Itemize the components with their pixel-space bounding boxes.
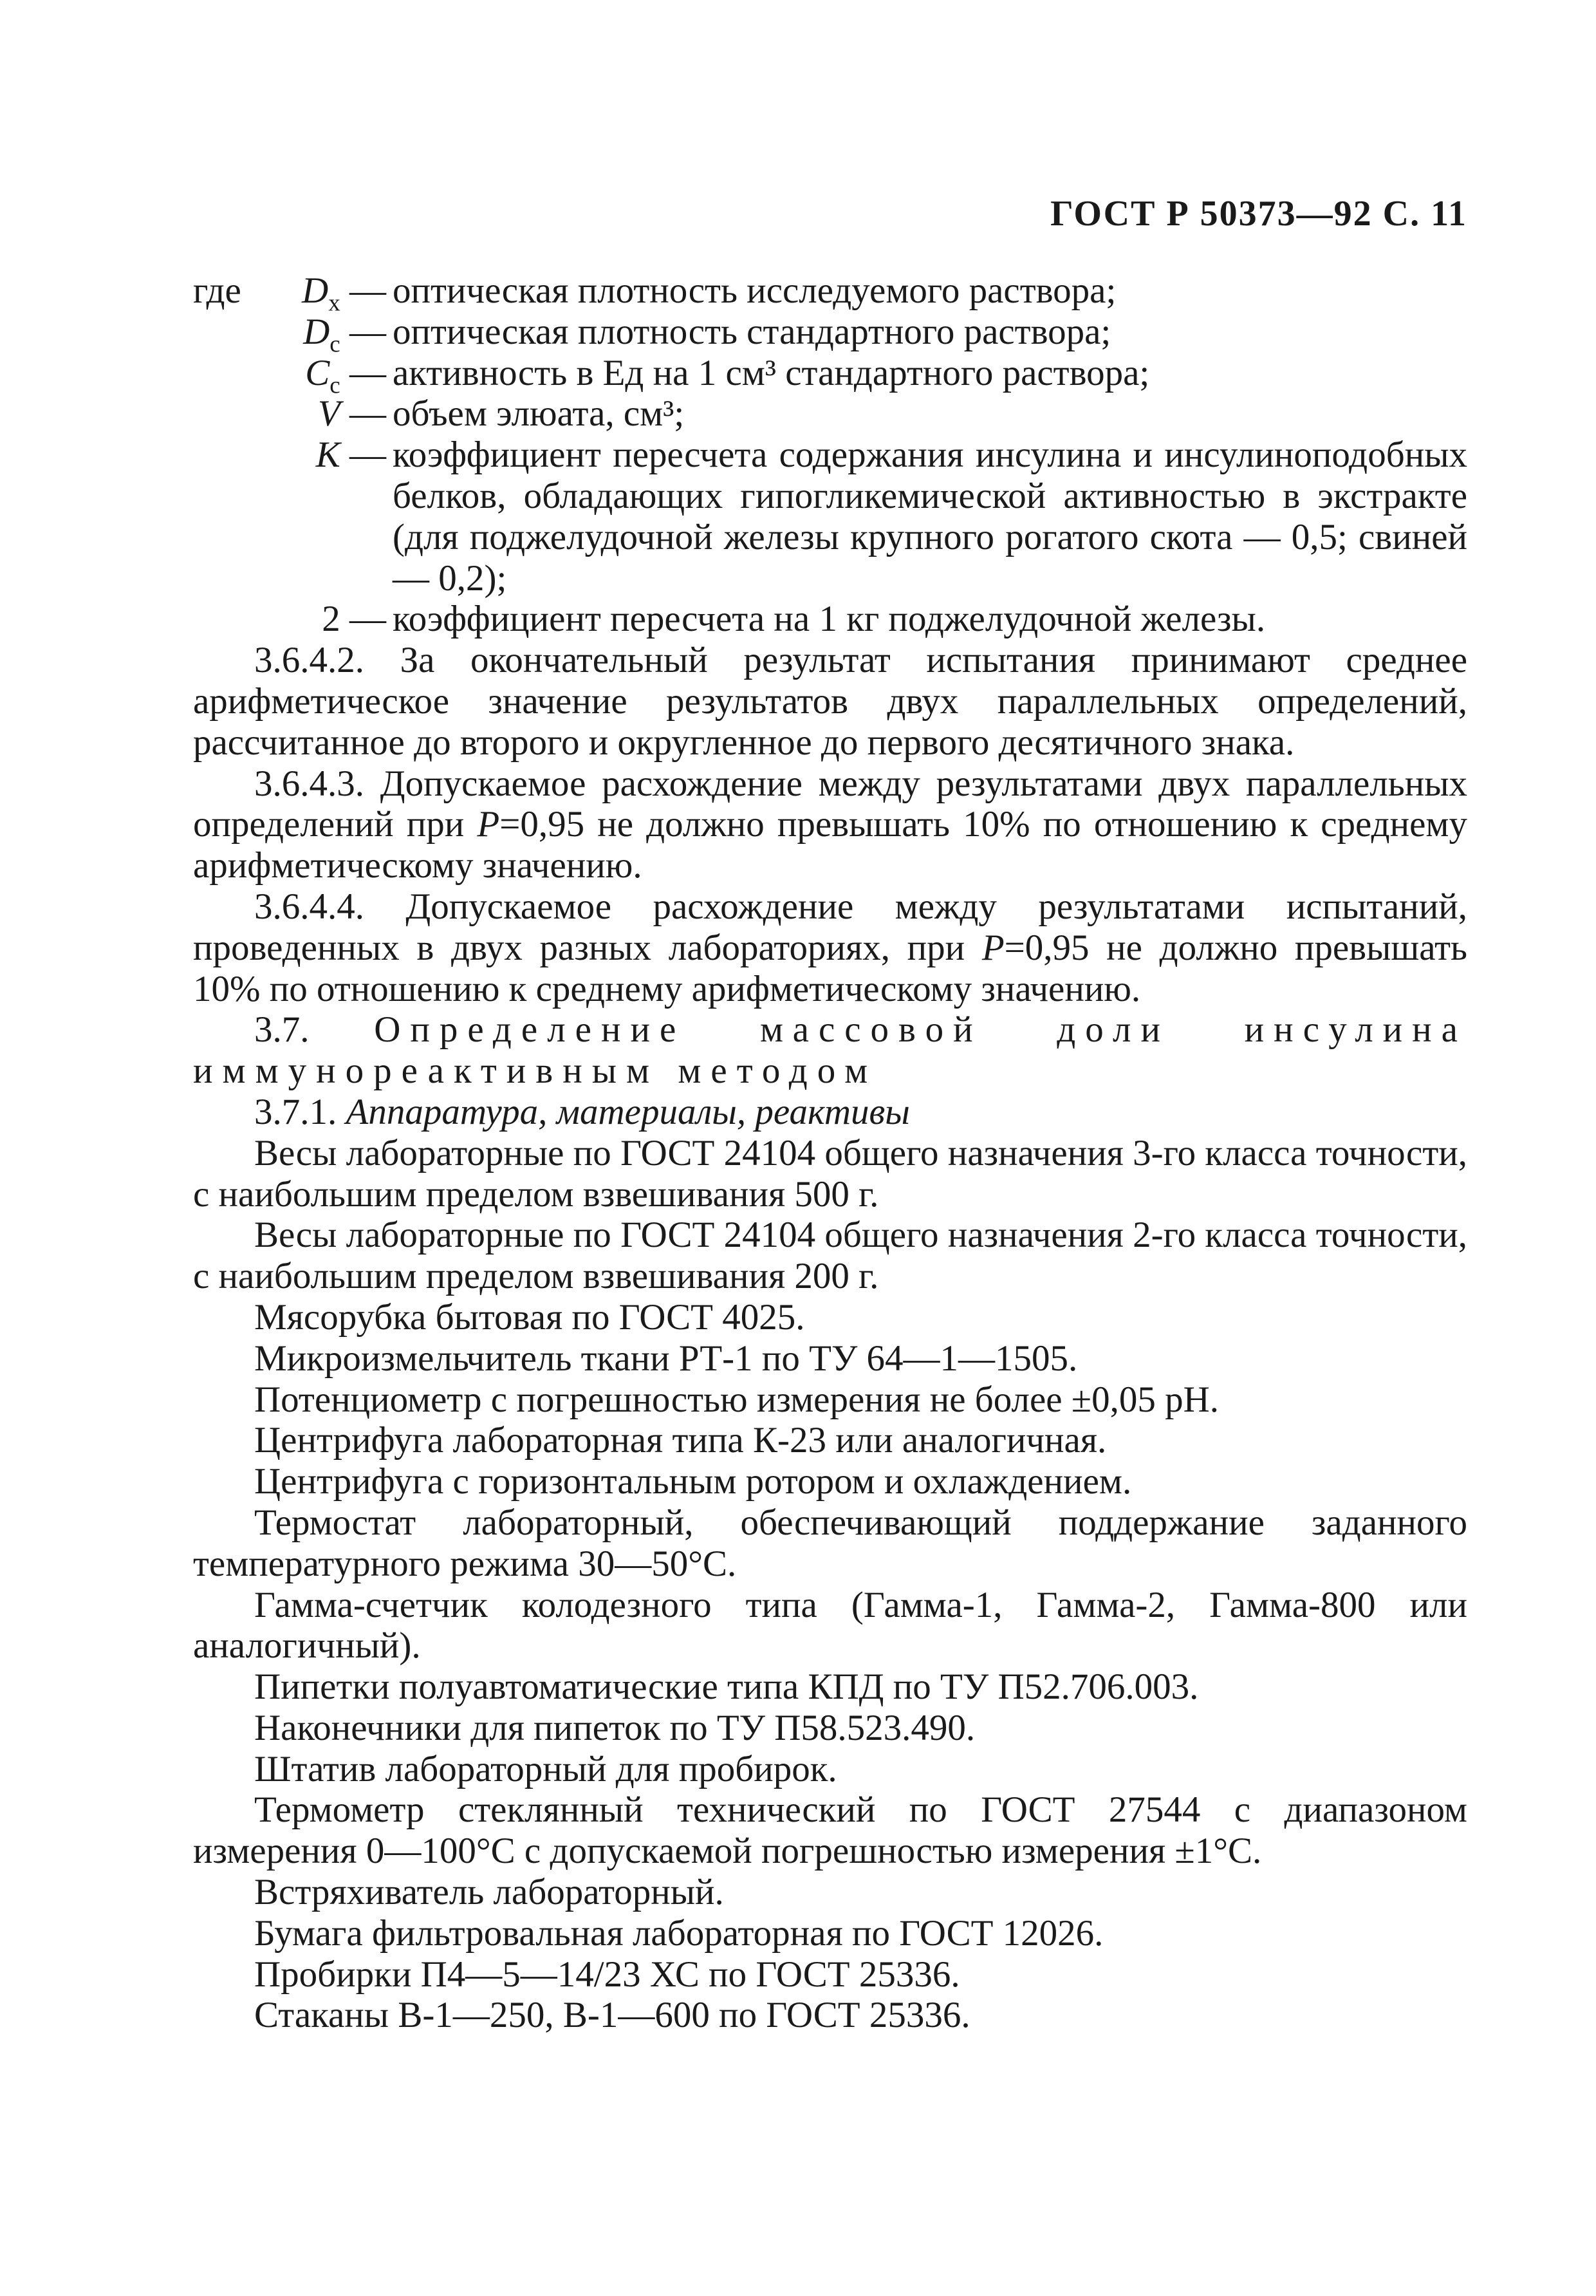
variable-symbol: V xyxy=(317,393,340,434)
definition-row xyxy=(193,599,1467,640)
equipment-item: Потенциометр с погрешностью измерения не более ±0,05 pH. xyxy=(254,1379,1220,1420)
definition-text: активность в Ед на 1 см³ стандартного раствора; xyxy=(393,352,1150,393)
equipment-item: Мясорубка бытовая по ГОСТ 4025. xyxy=(254,1296,805,1338)
paragraph-3-6-4-4: 3.6.4.4. Допускаемое расхождение между результатами испытаний, проведенных в двух разных лабораториях, при P=0,95 не должно превышать 10% по отношению к среднему арифметическому значению. xyxy=(193,886,1467,1009)
paragraph-3-6-4-2: 3.6.4.2. За окончательный результат испытания принимают среднее арифметическое значение результатов двух параллельных определений, рассчитанное до второго и округленное до первого десятичного знака. xyxy=(193,640,1467,763)
definition-text: оптическая плотность стандартного раствора; xyxy=(393,311,1111,352)
section-heading xyxy=(193,1009,1467,1092)
subsection-number: 3.7.1. xyxy=(254,1091,337,1132)
equipment-item: Штатив лабораторный для пробирок. xyxy=(254,1748,837,1789)
definition-row xyxy=(193,311,1467,358)
subsection-heading xyxy=(193,1092,1467,1133)
equipment-item: Пробирки П4—5—14/23 ХС по ГОСТ 25336. xyxy=(254,1954,960,1995)
variable-definitions xyxy=(193,270,1467,640)
definition-dash: — xyxy=(340,393,386,434)
variable-symbol: D xyxy=(303,311,330,352)
definition-text: оптическая плотность исследуемого раствора; xyxy=(393,270,1117,311)
paragraph-3-6-4-3: 3.6.4.3. Допускаемое расхождение между результатами двух параллельных определений при P=0,95 не должно превышать 10% по отношению к среднему арифметическому значению. xyxy=(193,763,1467,886)
equipment-item: Центрифуга лабораторная типа К-23 или аналогичная. xyxy=(254,1420,1107,1461)
definition-dash: — xyxy=(340,270,386,311)
document-body xyxy=(193,270,1467,2036)
variable-symbol: 2 xyxy=(322,599,340,640)
page-header: ГОСТ Р 50373—92 С. 11 xyxy=(1050,194,1467,234)
equipment-item: Весы лабораторные по ГОСТ 24104 общего назначения 3-го класса точности, с наибольшим пределом взвешивания 500 г. xyxy=(193,1132,1467,1215)
equipment-item: Весы лабораторные по ГОСТ 24104 общего назначения 2-го класса точности, с наибольшим пределом взвешивания 200 г. xyxy=(193,1215,1467,1297)
subsection-title: Аппаратура, материалы, реактивы xyxy=(346,1091,910,1132)
definition-row xyxy=(193,393,1467,434)
definition-dash: — xyxy=(340,311,386,352)
equipment-item: Гамма-счетчик колодезного типа (Гамма-1, Гамма-2, Гамма-800 или аналогичный). xyxy=(193,1584,1467,1666)
variable-symbol: D xyxy=(302,270,329,311)
equipment-item: Стаканы В-1—250, В-1—600 по ГОСТ 25336. xyxy=(254,1995,970,2036)
equipment-item: Центрифуга с горизонтальным ротором и охлаждением. xyxy=(254,1461,1132,1502)
definition-dash: — xyxy=(340,434,386,476)
where-label: где xyxy=(193,270,241,311)
equipment-item: Термостат лабораторный, обеспечивающий поддержание заданного температурного режима 30—50°С. xyxy=(193,1502,1467,1584)
equipment-item: Бумага фильтровальная лабораторная по ГОСТ 12026. xyxy=(254,1912,1104,1954)
variable-subscript: с xyxy=(329,371,340,398)
probability-symbol: P xyxy=(981,927,1005,968)
definition-row xyxy=(193,270,1467,317)
equipment-item: Микроизмельчитель ткани РТ-1 по ТУ 64—1—1505. xyxy=(254,1338,1078,1379)
definition-text: коэффициент пересчета на 1 кг поджелудочной железы. xyxy=(393,599,1266,640)
variable-subscript: с xyxy=(329,331,340,358)
definition-row xyxy=(193,434,1467,599)
section-number: 3.7. xyxy=(254,1009,310,1050)
definition-row xyxy=(193,352,1467,398)
section-title: Определение массовой доли инсулина иммунореактивным методом xyxy=(193,1009,1467,1092)
equipment-item: Встряхиватель лабораторный. xyxy=(254,1872,724,1913)
variable-symbol: K xyxy=(315,434,340,476)
probability-symbol: P xyxy=(477,804,500,845)
equipment-item: Термометр стеклянный технический по ГОСТ 27544 с диапазоном измерения 0—100°С с допускаемой погрешностью измерения ±1°С. xyxy=(193,1789,1467,1872)
definition-text: коэффициент пересчета содержания инсулина и инсулиноподобных белков, обладающих гипогликемической активностью в экстракте (для поджелудочной железы крупного рогатого скота — 0,5; свиней — 0,2); xyxy=(393,434,1467,599)
variable-symbol: C xyxy=(305,352,330,393)
definition-text: объем элюата, см³; xyxy=(393,393,685,434)
equipment-list xyxy=(193,1133,1467,2037)
definition-dash: — xyxy=(340,352,386,393)
equipment-item: Пипетки полуавтоматические типа КПД по ТУ П52.706.003. xyxy=(254,1666,1199,1708)
definition-dash: — xyxy=(340,599,386,640)
equipment-item: Наконечники для пипеток по ТУ П58.523.490. xyxy=(254,1707,976,1748)
variable-subscript: x xyxy=(328,290,340,317)
